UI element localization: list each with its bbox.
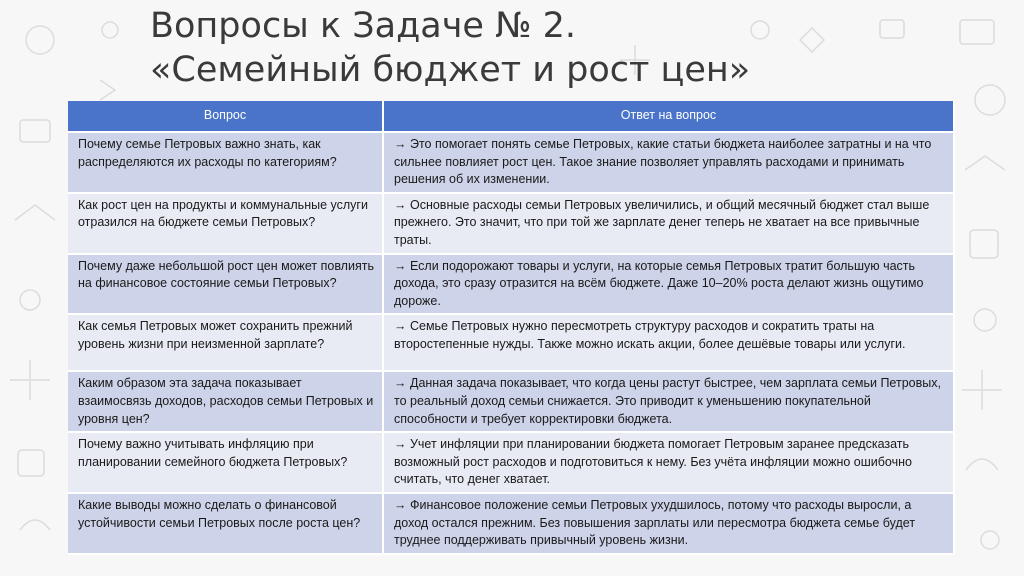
slide-title-line-2: «Семейный бюджет и рост цен»: [150, 50, 751, 90]
question-cell: Почему семье Петровых важно знать, как распределяются их расходы по категориям?: [68, 132, 383, 193]
answer-cell: → Семье Петровых нужно пересмотреть структуру расходов и сократить траты на второстепенные нужды. Также можно искать акции, более дешёвые товары или услуги.: [383, 314, 954, 371]
question-cell: Каким образом эта задача показывает взаимосвязь доходов, расходов семьи Петровых и уровня цен?: [68, 371, 383, 432]
answer-cell: → Это помогает понять семье Петровых, какие статьи бюджета наиболее затратны и на что сильнее повлияет рост цен. Такое знание позволяет управлять расходами и принимать решения об их изменении.: [383, 132, 954, 193]
header-answer: Ответ на вопрос: [383, 101, 954, 132]
table-row: [68, 132, 954, 193]
table-row: [68, 193, 954, 254]
slide-title-line-1: Вопросы к Задаче № 2.: [150, 6, 576, 46]
table-row: [68, 493, 954, 554]
question-cell: Почему важно учитывать инфляцию при планировании семейного бюджета Петровых?: [68, 432, 383, 493]
table-row: [68, 254, 954, 315]
header-question: Вопрос: [68, 101, 383, 132]
slide-title: [150, 4, 750, 92]
answer-cell: → Финансовое положение семьи Петровых ухудшилось, потому что расходы выросли, а доход остался прежним. Без повышения зарплаты или пересмотра бюджета семье будет труднее поддерживать привычный уровень жизни.: [383, 493, 954, 554]
answer-cell: → Если подорожают товары и услуги, на которые семья Петровых тратит большую часть дохода, это сразу отразится на всём бюджете. Даже 10–20% роста делают жизнь ощутимо дороже.: [383, 254, 954, 315]
question-cell: Почему даже небольшой рост цен может повлиять на финансовое состояние семьи Петровых?: [68, 254, 383, 315]
answer-cell: → Данная задача показывает, что когда цены растут быстрее, чем зарплата семьи Петровых, то реальный доход семьи снижается. Это приводит к уменьшению покупательной способности и требует корректировки бюджета.: [383, 371, 954, 432]
table-row: [68, 314, 954, 371]
question-cell: Как рост цен на продукты и коммунальные услуги отразился на бюджете семьи Петровых?: [68, 193, 383, 254]
question-cell: Какие выводы можно сделать о финансовой устойчивости семьи Петровых после роста цен?: [68, 493, 383, 554]
answer-cell: → Основные расходы семьи Петровых увеличились, и общий месячный бюджет стал выше прежнего. Это значит, что при той же зарплате денег теперь не хватает на все привычные траты.: [383, 193, 954, 254]
answer-cell: → Учет инфляции при планировании бюджета помогает Петровым заранее предсказать возможный рост расходов и подготовиться к нему. Без учёта инфляции можно ошибочно считать, что денег хватает.: [383, 432, 954, 493]
table-row: [68, 432, 954, 493]
table-row: [68, 371, 954, 432]
questions-answers-table: [68, 101, 955, 555]
question-cell: Как семья Петровых может сохранить прежний уровень жизни при неизменной зарплате?: [68, 314, 383, 371]
table-header-row: [68, 101, 954, 132]
